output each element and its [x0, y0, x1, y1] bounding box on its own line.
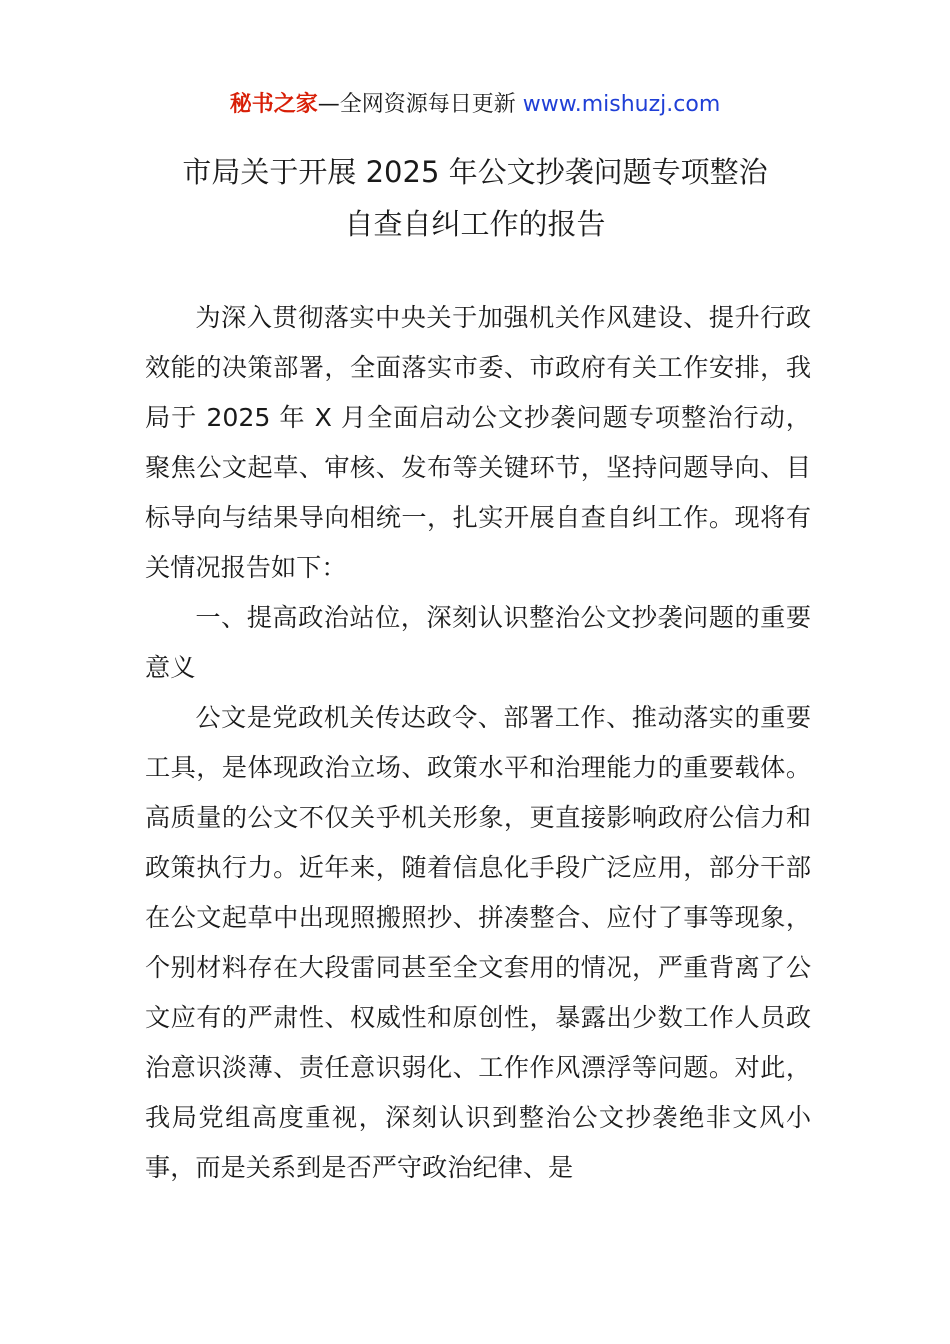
section-heading-1: 一、提高政治站位，深刻认识整治公文抄袭问题的重要意义	[145, 603, 811, 682]
site-url-link[interactable]: www.mishuzj.com	[522, 92, 721, 117]
title-line-1: 市局关于开展 2025 年公文抄袭问题专项整治	[182, 155, 768, 189]
paragraph-section-1: 公文是党政机关传达政令、部署工作、推动落实的重要工具，是体现政治立场、政策水平和治理能力的重要载体。高质量的公文不仅关乎机关形象，更直接影响政府公信力和政策执行力。近年来，随着信息化手段广泛应用，部分干部在公文起草中出现照搬照抄、拼凑整合、应付了事等现象，个别材料存在大段雷同甚至全文套用的情况，严重背离了公文应有的严肃性、权威性和原创性，暴露出少数工作人员政治意识淡薄、责任意识弱化、工作作风漂浮等问题。对此，我局党组高度重视，深刻认识到整治公文抄袭绝非文风小事，而是关系到是否严守政治纪律、是	[145, 703, 811, 1182]
document-title	[0, 146, 950, 250]
site-header	[0, 88, 950, 122]
document-body	[145, 293, 811, 1193]
paragraph-intro: 为深入贯彻落实中央关于加强机关作风建设、提升行政效能的决策部署，全面落实市委、市政府有关工作安排，我局于 2025 年 X 月全面启动公文抄袭问题专项整治行动，聚焦公文起草、审核、发布等关键环节，坚持问题导向、目标导向与结果导向相统一，扎实开展自查自纠工作。现将有关情况报告如下：	[145, 303, 811, 582]
title-line-2: 自查自纠工作的报告	[344, 207, 606, 241]
header-tagline: —全网资源每日更新	[317, 92, 523, 117]
brand-name: 秘书之家	[229, 92, 318, 117]
